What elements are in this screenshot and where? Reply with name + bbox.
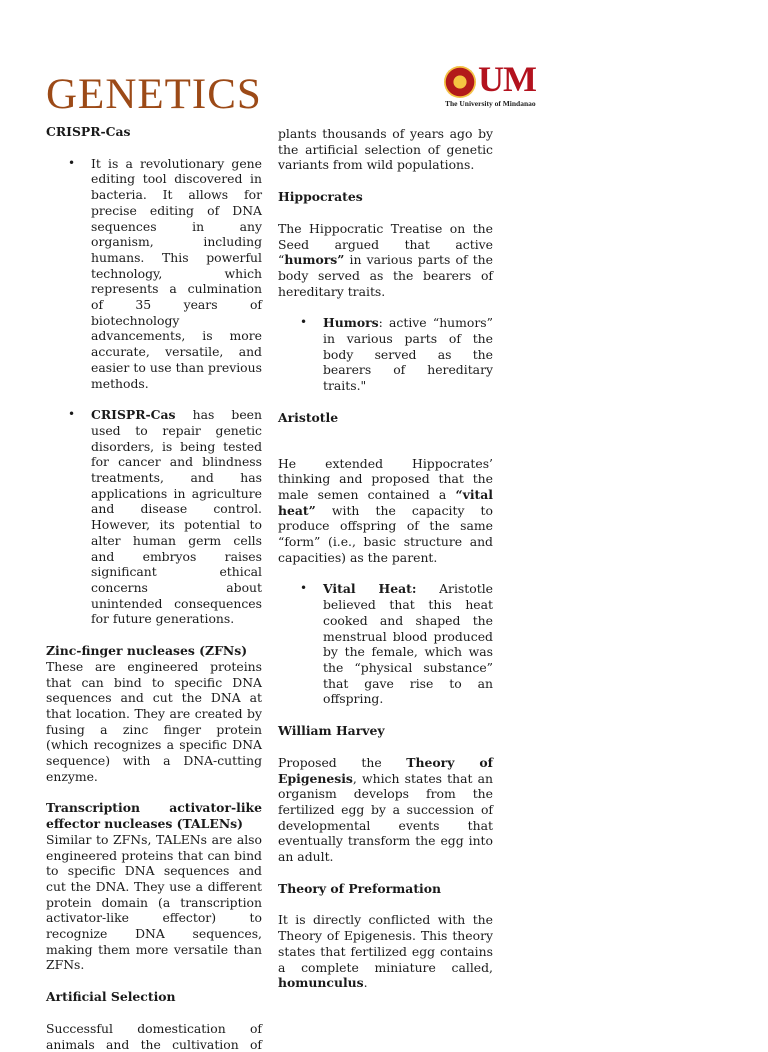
logo-text: UM [478, 59, 536, 99]
artificial-selection-continued: plants thousands of years ago by the artificial selection of genetic variants from wild populations. [278, 126, 493, 173]
aristotle-text-2: with the capacity to produce offspring of the same “form” (i.e., basic structure and capacities) as the parent. [278, 502, 493, 565]
harvey-text-1: Proposed the [278, 754, 407, 770]
zfn-heading: Zinc-finger nucleases (ZFNs) [46, 643, 248, 659]
vital-heat-definition: Aristotle believed that this heat cooked and shaped the menstrual blood produced by the female, which was the “physical substance” that gave rise to an offspring. [323, 581, 493, 707]
preformation-text-1: It is directly conflicted with the Theory of Epigenesis. This theory states that fertilized egg contains a complete miniature called, [278, 912, 493, 975]
talen-heading: Transcription activator-like effector nucleases (TALENs) [46, 800, 262, 832]
crispr-heading: CRISPR-Cas [46, 124, 131, 139]
crispr-bullet-1 [46, 156, 262, 392]
humors-bullet-text [323, 315, 493, 394]
crispr-bullet-1-text: It is a revolutionary gene editing tool discovered in bacteria. It allows for precise editing of DNA sequences in any organism, including humans. This powerful technology, which represents a culmination of 35 years of biotechnology advancements, is more accurate, versatile, and easier to use than previous methods. [91, 155, 262, 391]
vital-heat-term: Vital Heat: [323, 581, 417, 597]
university-seal-icon [444, 66, 476, 98]
crispr-bullet-2-text [91, 407, 262, 627]
hippocrates-text-1: The Hippocratic Treatise on the Seed argued that active “ [278, 220, 493, 268]
humors-term: Humors [323, 315, 379, 331]
vital-heat-bold: “vital heat” [278, 486, 493, 518]
hippocrates-text [278, 221, 493, 300]
university-logo [444, 59, 556, 112]
harvey-text [278, 755, 493, 865]
humors-bullet [278, 315, 493, 394]
vital-heat-bullet-text [323, 581, 493, 707]
page-title: GENETICS [46, 71, 262, 118]
artificial-selection-text: Successful domestication of animals and the cultivation of [46, 1020, 262, 1052]
epigenesis-bold: Theory of Epigenesis [278, 754, 494, 786]
talen-text: Similar to ZFNs, TALENs are also engineered proteins that can bind to specific DNA sequences and cut the DNA. They use a different protein domain (a transcription activator-like effector) to recognize DNA sequences, making them more versatile than ZFNs. [46, 831, 262, 973]
humors-definition: : active “humors” in various parts of the body served as the bearers of hereditary traits." [323, 315, 493, 394]
aristotle-heading: Aristotle [278, 409, 339, 425]
preformation-heading: Theory of Preformation [278, 880, 442, 896]
homunculus-bold: homunculus [278, 975, 364, 991]
aristotle-text [278, 456, 493, 566]
logo-subtitle: The University of Mindanao [445, 99, 536, 108]
bullet-icon: • [300, 581, 308, 596]
right-column [278, 126, 493, 991]
preformation-text-2: . [363, 975, 368, 991]
artificial-selection-heading: Artificial Selection [46, 989, 176, 1005]
harvey-heading: William Harvey [278, 723, 385, 739]
hippocrates-text-2: in various parts of the body served as the bearers of hereditary traits. [278, 252, 493, 299]
preformation-text [278, 912, 493, 991]
harvey-text-2: , which states that an organism develops from the fertilized egg by a succession of developmental events that eventually transform the egg into an adult. [278, 770, 493, 865]
left-column [46, 124, 262, 1052]
bullet-icon: • [300, 315, 308, 330]
crispr-bullet-2 [46, 407, 262, 627]
hippocrates-heading: Hippocrates [278, 189, 363, 205]
vital-heat-bullet [278, 581, 493, 707]
zfn-text: These are engineered proteins that can bind to specific DNA sequences and cut the DNA at that location. They are created by fusing a zinc finger protein (which recognizes a specific DNA sequence) with a DNA-cutting enzyme. [46, 658, 262, 784]
aristotle-text-1: He extended Hippocrates’ thinking and proposed that the male semen contained a [278, 455, 493, 502]
humors-bold: humors” [284, 252, 345, 268]
bullet-icon: • [68, 407, 76, 422]
crispr-bold: CRISPR-Cas [91, 407, 176, 423]
bullet-icon: • [68, 155, 76, 170]
crispr-bullet-2-rest: has been used to repair genetic disorders, is being tested for cancer and blindness treatments, and has applications in agriculture and disease control. However, its potential to alter human germ cells and embryos raises significant ethical concerns about unintended consequences for future generations. [91, 407, 262, 627]
